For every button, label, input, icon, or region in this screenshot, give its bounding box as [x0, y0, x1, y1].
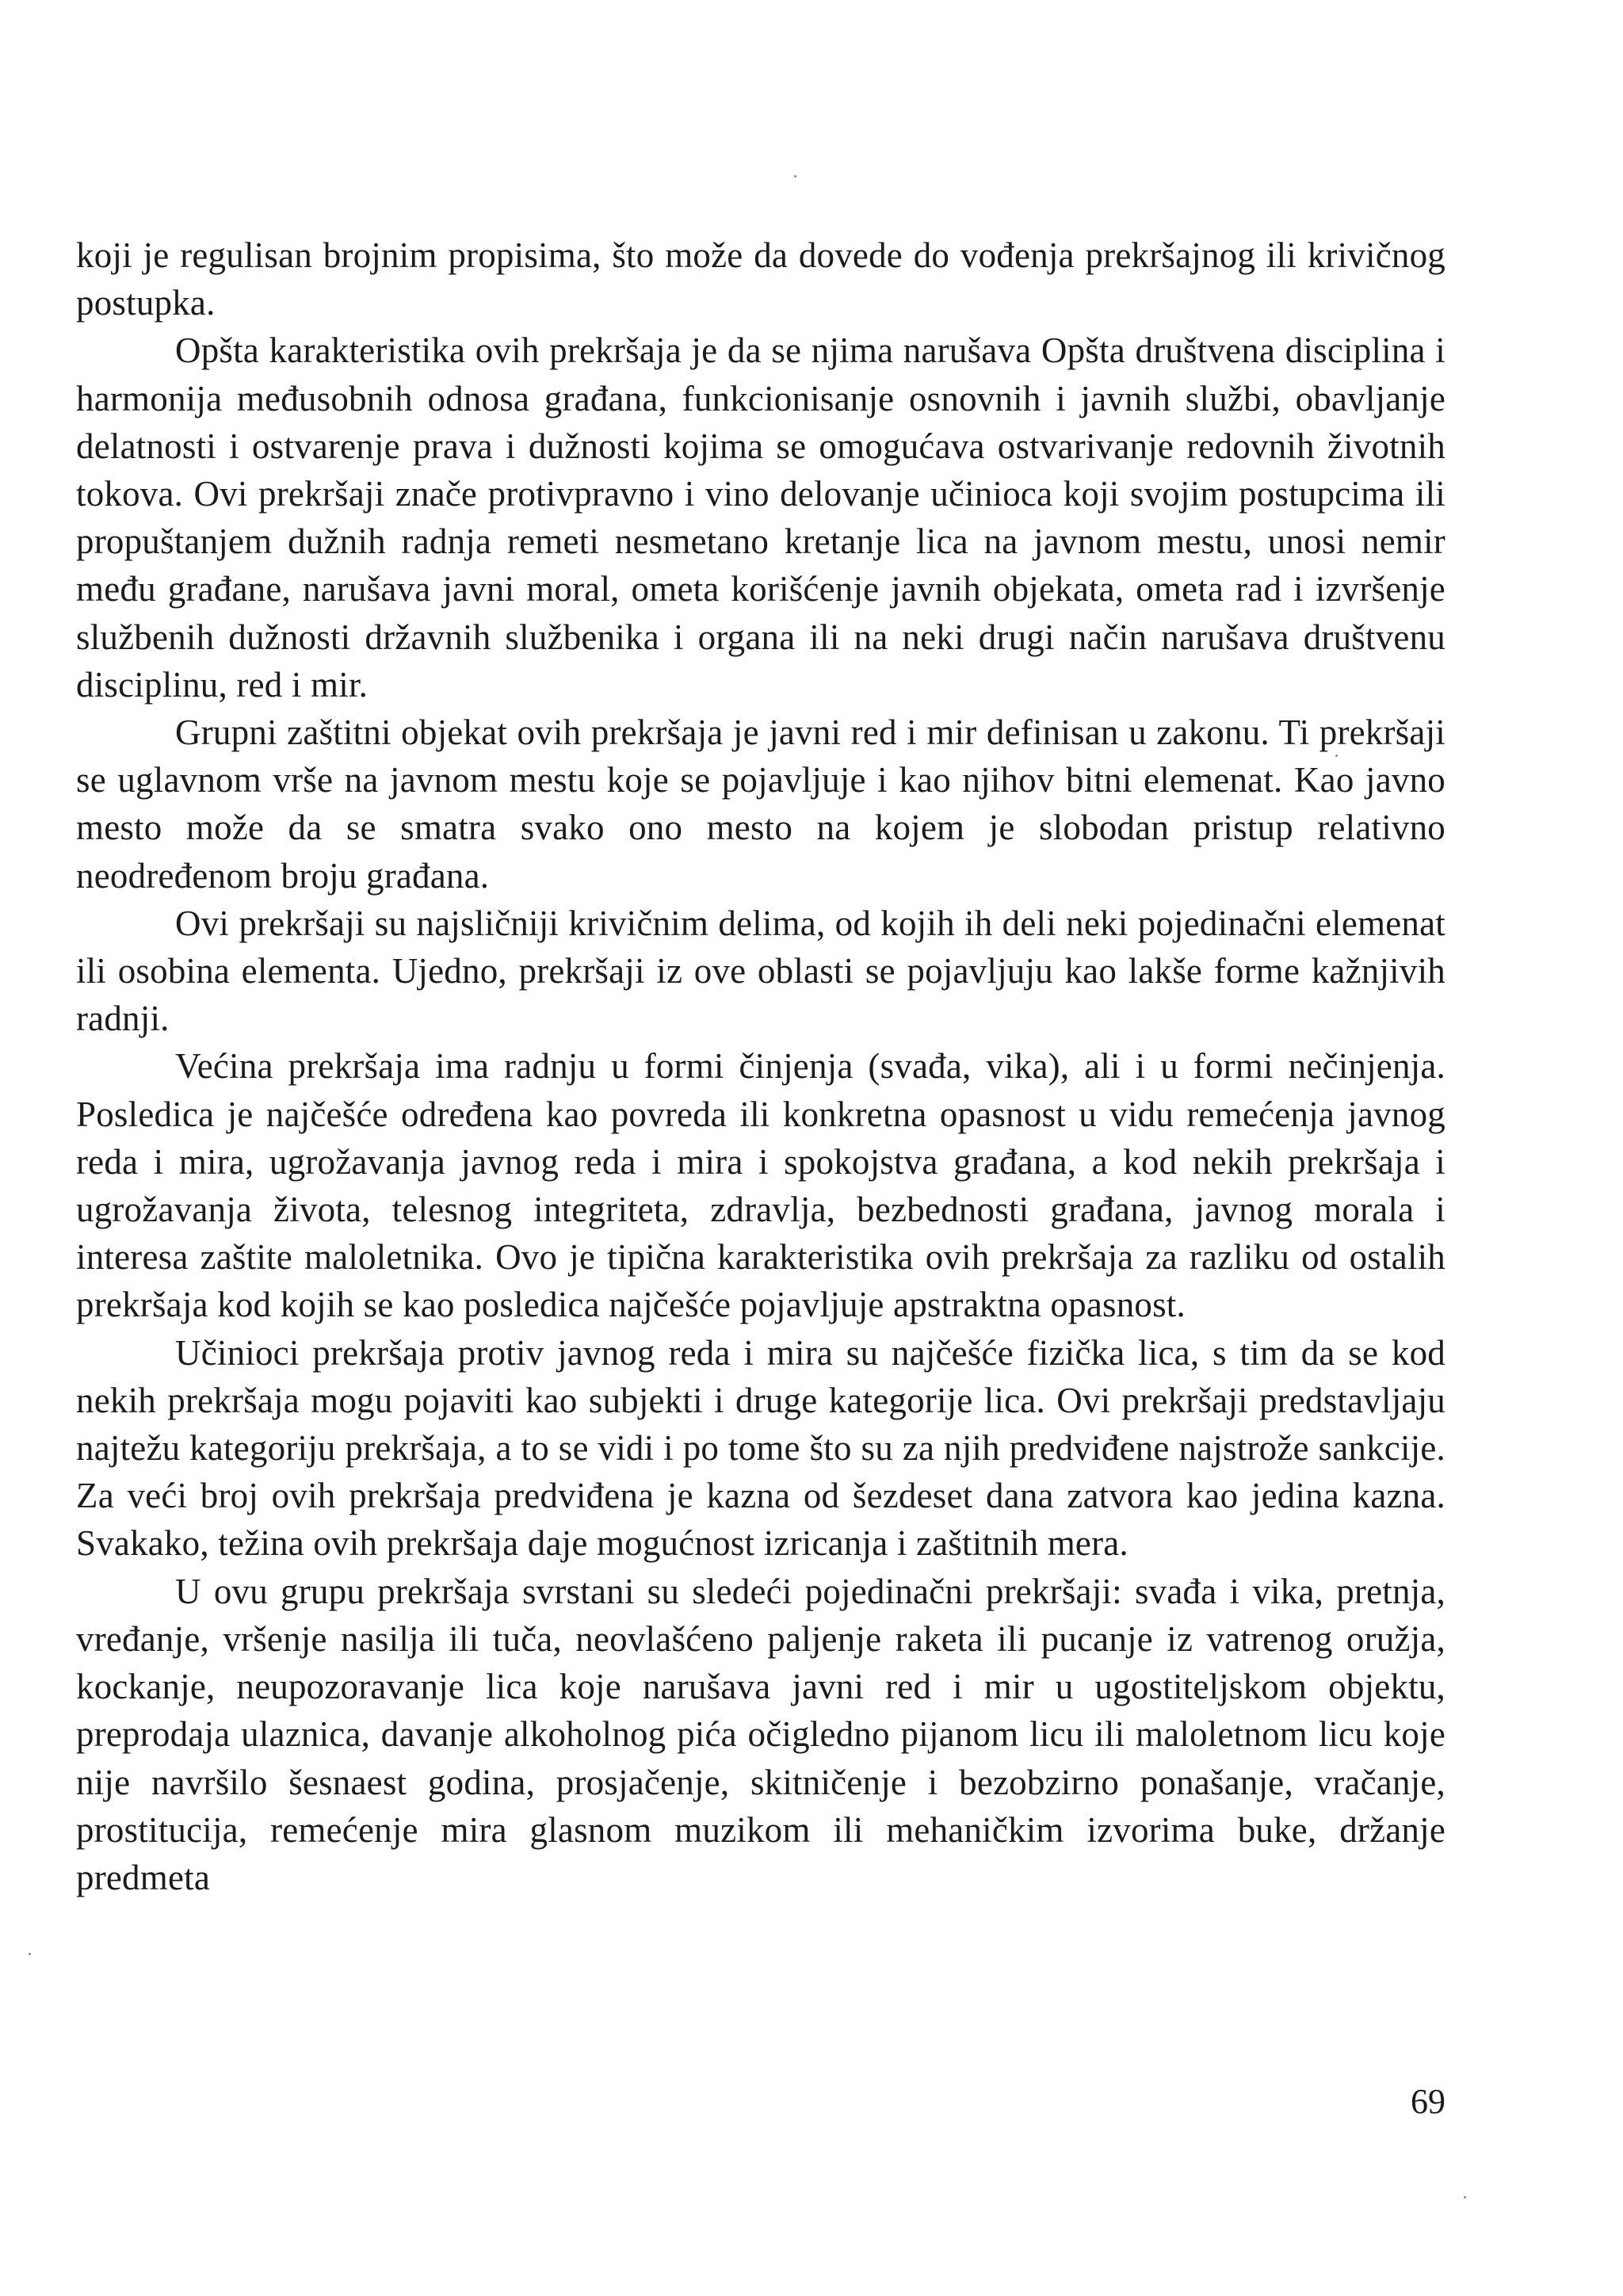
paragraph: Grupni zaštitni objekat ovih prekršaja je javni red i mir definisan u zakonu. Ti prekršaji se uglavnom vrše na javnom mestu koje se pojavljuje i kao njihov bitni elemenat. Kao javno mesto može da se smatra svako ono mesto na kojem je slobodan pristup relativno neodređenom broju građana. — [76, 712, 1445, 896]
paragraph: Učinioci prekršaja protiv javnog reda i mira su najčešće fizička lica, s tim da se kod nekih prekršaja mogu pojaviti kao subjekti i druge kategorije lica. Ovi prekršaji predstavljaju najtežu kategoriju prekršaja, a to se vidi i po tome što su za njih predviđene najstrože sankcije. Za veći broj ovih prekršaja predviđena je kazna od šezdeset dana zatvora kao jedina kazna. Svakako, težina ovih prekršaja daje mogućnost izricanja i zaštitnih mera. — [76, 1332, 1445, 1564]
scan-speck — [1464, 2196, 1466, 2199]
scan-speck — [794, 175, 796, 178]
scan-speck — [29, 1953, 31, 1955]
page-body — [76, 231, 1445, 1901]
scan-speck — [1335, 755, 1338, 757]
paragraph: Opšta karakteristika ovih prekršaja je da se njima narušava Opšta društvena disciplina i harmonija međusobnih odnosa građana, funkcionisanje osnovnih i javnih službi, obavljanje delatnosti i ostvarenje prava i dužnosti kojima se omogućava ostvarivanje redovnih životnih tokova. Ovi prekršaji znače protivpravno i vino delovanje učinioca koji svojim postupcima ili propuštanjem dužnih radnja remeti nesmetano kretanje lica na javnom mestu, unosi nemir među građane, narušava javni moral, ometa korišćenje javnih objekata, ometa rad i izvršenje službenih dužnosti državnih službenika i organa ili na neki drugi način narušava društvenu disciplinu, red i mir. — [76, 330, 1445, 705]
paragraph: U ovu grupu prekršaja svrstani su sledeći pojedinačni prekršaji: svađa i vika, pretnja, vređanje, vršenje nasilja ili tuča, neovlašćeno paljenje raketa ili pucanje iz vatrenog oružja, kockanje, neupozoravanje lica koje narušava javni red i mir u ugostiteljskom objektu, preprodaja ulaznica, davanje alkoholnog pića očigledno pijanom licu ili maloletnom licu koje nije navršilo šesnaest godina, prosjačenje, skitničenje i bezobzirno ponašanje, vračanje, prostitucija, remećenje mira glasnom muzikom ili mehaničkim izvorima buke, držanje predmeta — [76, 1571, 1445, 1897]
paragraph: Većina prekršaja ima radnju u formi činjenja (svađa, vika), ali i u formi nečinjenja. Posledica je najčešće određena kao povreda ili konkretna opasnost u vidu remećenja javnog reda i mira, ugrožavanja javnog reda i mira i spokojstva građana, a kod nekih prekršaja i ugrožavanja života, telesnog integriteta, zdravlja, bezbednosti građana, javnog morala i interesa zaštite maloletnika. Ovo je tipična karakteristika ovih prekršaja za razliku od ostalih prekršaja kod kojih se kao posledica najčešće pojavljuje apstraktna opasnost. — [76, 1046, 1445, 1325]
paragraph: koji je regulisan brojnim propisima, što može da dovede do vođenja prekršajnog ili krivičnog postupka. — [76, 235, 1445, 323]
paragraph: Ovi prekršaji su najsličniji krivičnim delima, od kojih ih deli neki pojedinačni elemenat ili osobina elementa. Ujedno, prekršaji iz ove oblasti se pojavljuju kao lakše forme kažnjivih radnji. — [76, 903, 1445, 1039]
page-number: 69 — [1411, 2082, 1445, 2121]
